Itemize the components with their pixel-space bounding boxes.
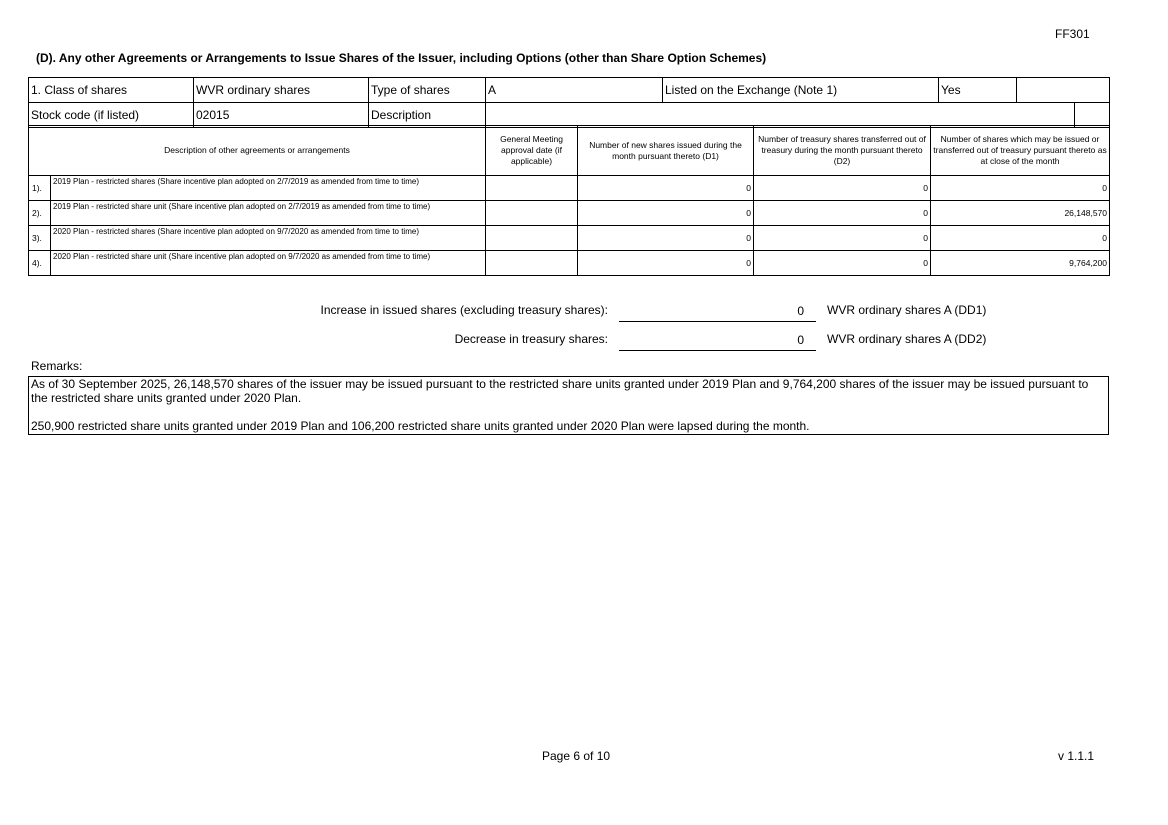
row-description: 2019 Plan - restricted shares (Share incentive plan adopted on 2/7/2019 as amended from time to time): [51, 176, 486, 201]
type-of-shares-value: A: [486, 78, 663, 103]
row-d2: 0: [754, 251, 931, 276]
type-of-shares-label: Type of shares: [369, 78, 486, 103]
row-d1: 0: [578, 251, 754, 276]
table-row: [29, 176, 1110, 201]
increase-value-field: [619, 303, 816, 322]
row-number: 4).: [29, 251, 51, 276]
row-gm-date: [486, 226, 578, 251]
class-of-shares-label: 1. Class of shares: [29, 78, 194, 103]
increase-unit: WVR ordinary shares A (DD1): [827, 303, 987, 317]
description-label: Description: [369, 103, 486, 128]
description-value: [486, 103, 1075, 128]
class-of-shares-value: WVR ordinary shares: [194, 78, 369, 103]
row-d1: 0: [578, 226, 754, 251]
table-row: [29, 226, 1110, 251]
col-header-may-be-issued: Number of shares which may be issued or transferred out of treasury pursuant thereto as at close of the month: [931, 126, 1110, 176]
col-header-gm-date: General Meeting approval date (if applicable): [486, 126, 578, 176]
row-may-be-issued: 26,148,570: [931, 201, 1110, 226]
blank-cell: [1017, 78, 1110, 103]
decrease-label: Decrease in treasury shares:: [454, 332, 608, 346]
form-code: FF301: [1055, 27, 1090, 41]
row-number: 2).: [29, 201, 51, 226]
row-gm-date: [486, 176, 578, 201]
row-gm-date: [486, 251, 578, 276]
listed-on-exchange-value: Yes: [939, 78, 1017, 103]
table-row: [29, 201, 1110, 226]
share-class-table: [28, 77, 1110, 128]
page-number: Page 6 of 10: [542, 749, 611, 763]
remarks-label: Remarks:: [31, 359, 83, 373]
stock-code-label: Stock code (if listed): [29, 103, 194, 128]
increase-value: 0: [797, 304, 804, 318]
remarks-paragraph: 250,900 restricted share units granted under 2019 Plan and 106,200 restricted share units granted under 2020 Plan were lapsed during the month.: [31, 419, 810, 433]
row-d1: 0: [578, 176, 754, 201]
row-d2: 0: [754, 201, 931, 226]
version-label: v 1.1.1: [1058, 749, 1095, 763]
row-may-be-issued: 9,764,200: [931, 251, 1110, 276]
decrease-unit: WVR ordinary shares A (DD2): [827, 332, 987, 346]
remarks-box: [28, 376, 1109, 435]
row-d1: 0: [578, 201, 754, 226]
blank-cell: [1075, 103, 1110, 128]
row-d2: 0: [754, 176, 931, 201]
row-description: 2020 Plan - restricted share unit (Share incentive plan adopted on 9/7/2020 as amended from time to time): [51, 251, 486, 276]
decrease-value: 0: [797, 333, 804, 347]
decrease-value-field: [619, 332, 816, 351]
table-row: [29, 251, 1110, 276]
row-may-be-issued: 0: [931, 176, 1110, 201]
row-d2: 0: [754, 226, 931, 251]
col-header-new-shares: Number of new shares issued during the month pursuant thereto (D1): [578, 126, 754, 176]
increase-label: Increase in issued shares (excluding treasury shares):: [320, 303, 608, 317]
remarks-paragraph: As of 30 September 2025, 26,148,570 shares of the issuer may be issued pursuant to the restricted share units granted under 2019 Plan and 9,764,200 shares of the issuer may be issued pursuant to the restricted share units granted under 2020 Plan.: [31, 377, 1089, 405]
col-header-description: Description of other agreements or arrangements: [29, 126, 486, 176]
row-may-be-issued: 0: [931, 226, 1110, 251]
agreements-table: [28, 125, 1110, 276]
stock-code-value: 02015: [194, 103, 369, 128]
row-number: 3).: [29, 226, 51, 251]
row-description: 2020 Plan - restricted shares (Share incentive plan adopted on 9/7/2020 as amended from time to time): [51, 226, 486, 251]
row-number: 1).: [29, 176, 51, 201]
col-header-treasury-transferred: Number of treasury shares transferred out of treasury during the month pursuant thereto (D2): [754, 126, 931, 176]
listed-on-exchange-label: Listed on the Exchange (Note 1): [663, 78, 939, 103]
row-gm-date: [486, 201, 578, 226]
row-description: 2019 Plan - restricted share unit (Share incentive plan adopted on 2/7/2019 as amended from time to time): [51, 201, 486, 226]
section-title: (D). Any other Agreements or Arrangements to Issue Shares of the Issuer, including Options (other than Share Option Schemes): [36, 51, 767, 65]
